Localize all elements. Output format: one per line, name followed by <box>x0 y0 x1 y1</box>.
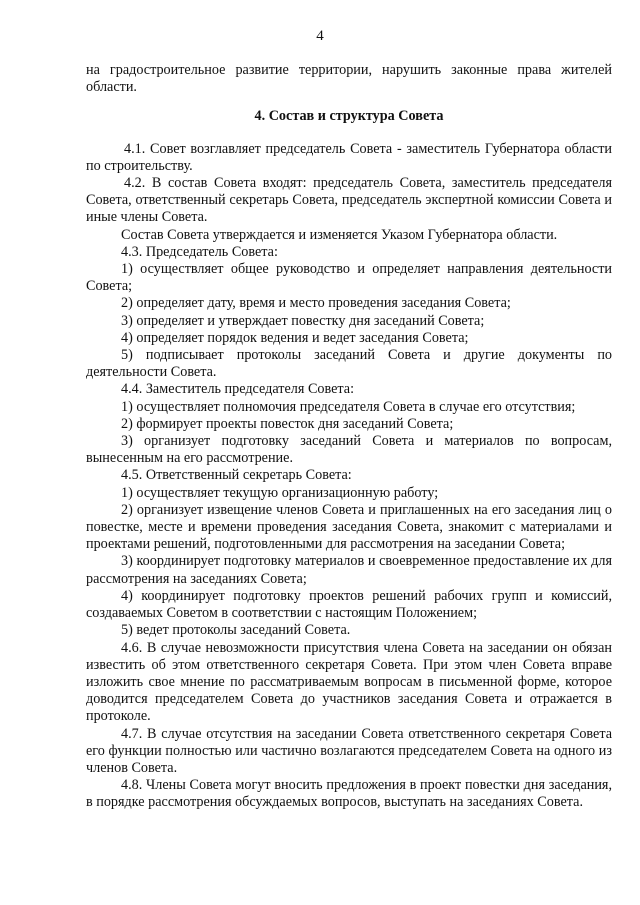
list-item: 1) осуществляет общее руководство и определяет направления деятельности Совета; <box>86 261 612 295</box>
list-item: 1) осуществляет полномочия председателя Совета в случае его отсутствия; <box>121 398 576 415</box>
paragraph: Состав Совета утверждается и изменяется Указом Губернатора области. <box>121 226 558 243</box>
paragraph: 4.7. В случае отсутствия на заседании Совета ответственного секретаря Совета его функции полностью или частично возлагаются председателем Совета на одного из членов Совета. <box>86 725 612 776</box>
paragraph: 4.3. Председатель Совета: <box>121 243 278 260</box>
list-item: 4) координирует подготовку проектов решений рабочих групп и комиссий, создаваемых Советом в соответствии с настоящим Положением; <box>86 587 612 622</box>
list-item: 1) осуществляет текущую организационную работу; <box>121 484 439 501</box>
page-number: 4 <box>316 28 324 44</box>
paragraph: 4.8. Члены Совета могут вносить предложения в проект повестки дня заседания, в порядке рассмотрения обсуждаемых вопросов, выступать на заседаниях Совета. <box>86 777 612 811</box>
paragraph: 4.6. В случае невозможности присутствия члена Совета на заседании он обязан известить об этом ответственного секретаря Совета. При этом член Совета вправе изложить свое мнение по рассматриваемым вопросам в письменной форме, которое доводится председателем Совета до участников заседания Совета и отражается в протоколе. <box>86 639 612 725</box>
list-item: 4) определяет порядок ведения и ведет заседания Совета; <box>121 329 469 346</box>
paragraph: 4.2. В состав Совета входят: председатель Совета, заместитель председателя Совета, ответственный секретарь Совета, председатель экспертной комиссии Совета и иные члены Совета. <box>86 175 612 226</box>
document-body <box>86 62 612 812</box>
list-item: 3) координирует подготовку материалов и своевременное предоставление их для рассмотрения на заседаниях Совета; <box>86 553 612 587</box>
paragraph: 4.5. Ответственный секретарь Совета: <box>121 467 352 484</box>
list-item: 2) организует извещение членов Совета и приглашенных на его заседания лиц о повестке, месте и времени проведения заседания Совета, знакомит с материалами и проектами решений, подготовленными для рассмотрения на заседании Совета; <box>86 501 612 553</box>
list-item: 3) определяет и утверждает повестку дня заседаний Совета; <box>121 312 485 329</box>
paragraph: на градостроительное развитие территории, нарушить законные права жителей области. <box>86 62 612 96</box>
paragraph: 4.1. Совет возглавляет председатель Совета - заместитель Губернатора области по строительству. <box>86 140 612 174</box>
list-item: 3) организует подготовку заседаний Совета и материалов по вопросам, вынесенным на его рассмотрение. <box>86 433 612 467</box>
list-item: 5) ведет протоколы заседаний Совета. <box>121 622 351 639</box>
list-item: 5) подписывает протоколы заседаний Совета и другие документы по деятельности Совета. <box>86 347 612 381</box>
section-title: 4. Состав и структура Совета <box>254 108 444 125</box>
list-item: 2) формирует проекты повесток дня заседаний Совета; <box>121 415 454 432</box>
list-item: 2) определяет дату, время и место проведения заседания Совета; <box>121 295 511 312</box>
paragraph: 4.4. Заместитель председателя Совета: <box>121 381 355 398</box>
